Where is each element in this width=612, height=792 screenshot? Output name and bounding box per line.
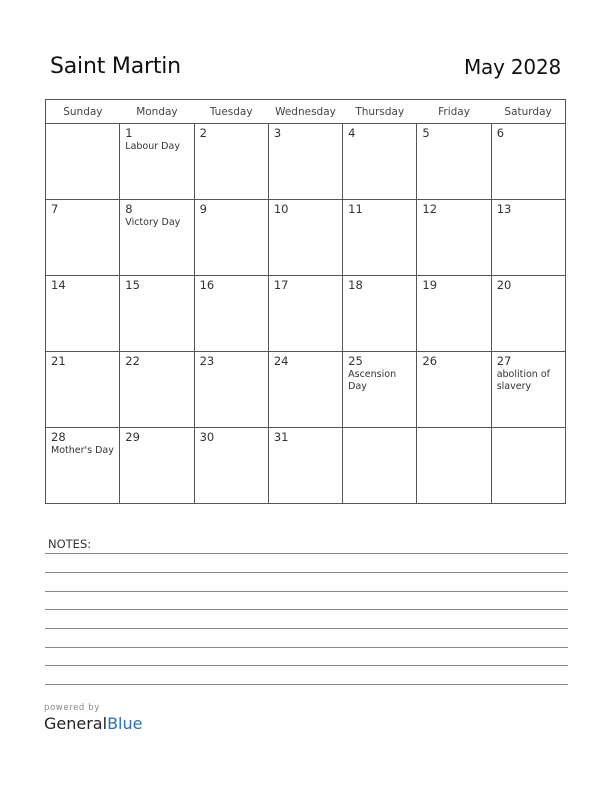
day-number: 22 (125, 354, 140, 368)
day-number: 14 (51, 278, 66, 292)
day-number: 31 (273, 430, 289, 444)
weekday-friday: Friday (417, 100, 491, 124)
day-cell (491, 428, 565, 504)
month-year-title: May 2028 (463, 55, 561, 79)
day-cell (194, 352, 268, 428)
day-number: 12 (422, 202, 438, 216)
day-cell (268, 352, 342, 428)
week-row (46, 352, 566, 428)
day-number: 8 (125, 202, 133, 216)
day-number: 26 (422, 354, 438, 368)
day-number: 15 (125, 278, 140, 292)
day-cell (268, 276, 342, 352)
day-cell (268, 428, 342, 504)
day-cell (120, 124, 194, 200)
notes-line (45, 609, 568, 610)
day-number: 24 (273, 354, 289, 368)
day-cell (46, 200, 120, 276)
weekday-header-row (46, 100, 566, 124)
day-cell (46, 124, 120, 200)
day-number: 18 (348, 278, 363, 292)
day-cell (194, 276, 268, 352)
day-number: 29 (125, 430, 140, 444)
weekday-tuesday: Tuesday (194, 100, 268, 124)
weekday-wednesday: Wednesday (268, 100, 342, 124)
day-number: 16 (199, 278, 215, 292)
day-cell (417, 428, 491, 504)
notes-line (45, 684, 568, 685)
day-number: 10 (273, 202, 289, 216)
day-number: 13 (496, 202, 512, 216)
day-number: 17 (273, 278, 289, 292)
brand-blue: Blue (107, 714, 143, 733)
day-cell (417, 276, 491, 352)
calendar-grid (45, 99, 566, 504)
notes-label: NOTES: (48, 537, 92, 551)
notes-line (45, 591, 568, 592)
day-cell (491, 200, 565, 276)
notes-line (45, 647, 568, 648)
day-number: 27 (496, 354, 512, 368)
brand-name (44, 714, 142, 733)
day-cell (268, 124, 342, 200)
weekday-thursday: Thursday (343, 100, 417, 124)
week-row (46, 200, 566, 276)
day-cell (120, 276, 194, 352)
weekday-sunday: Sunday (46, 100, 120, 124)
day-number: 25 (348, 354, 363, 368)
week-row (46, 124, 566, 200)
day-cell (343, 428, 417, 504)
day-cell (194, 200, 268, 276)
day-cell (194, 428, 268, 504)
powered-by-text: powered by (44, 703, 100, 713)
day-number: 28 (51, 430, 66, 444)
day-cell (491, 352, 565, 428)
day-number: 4 (348, 126, 356, 140)
day-number: 9 (199, 202, 207, 216)
day-cell (417, 200, 491, 276)
day-number: 11 (348, 202, 363, 216)
day-cell (46, 352, 120, 428)
day-number: 21 (51, 354, 66, 368)
day-cell (343, 276, 417, 352)
day-number: 1 (125, 126, 133, 140)
day-number: 6 (496, 126, 505, 140)
day-cell (491, 276, 565, 352)
day-cell (194, 124, 268, 200)
day-cell (120, 200, 194, 276)
day-cell (491, 124, 565, 200)
day-number: 23 (199, 354, 215, 368)
holiday-label: Ascension Day (348, 369, 397, 392)
notes-line (45, 628, 568, 629)
day-cell (120, 428, 194, 504)
day-cell (46, 428, 120, 504)
week-row (46, 276, 566, 352)
day-number: 3 (273, 126, 282, 140)
day-number: 20 (496, 278, 512, 292)
day-cell (343, 352, 417, 428)
weekday-monday: Monday (120, 100, 194, 124)
weekday-saturday: Saturday (491, 100, 565, 124)
country-title: Saint Martin (50, 54, 181, 79)
day-number: 30 (199, 430, 215, 444)
notes-line (45, 665, 568, 666)
day-cell (417, 124, 491, 200)
day-cell (417, 352, 491, 428)
notes-line (45, 572, 568, 573)
generalblue-logo (44, 703, 142, 733)
day-cell (343, 124, 417, 200)
day-cell (268, 200, 342, 276)
holiday-label: Victory Day (125, 217, 181, 228)
day-cell (120, 352, 194, 428)
holiday-label: abolition of slavery (496, 369, 551, 392)
holiday-label: Mother's Day (51, 445, 114, 456)
day-cell (343, 200, 417, 276)
day-cell (46, 276, 120, 352)
day-number: 2 (199, 126, 207, 140)
day-number: 19 (422, 278, 438, 292)
notes-line (45, 553, 568, 554)
day-number: 7 (51, 202, 59, 216)
day-number: 5 (422, 126, 430, 140)
week-row (46, 428, 566, 504)
brand-general: General (44, 714, 108, 733)
holiday-label: Labour Day (125, 141, 180, 152)
